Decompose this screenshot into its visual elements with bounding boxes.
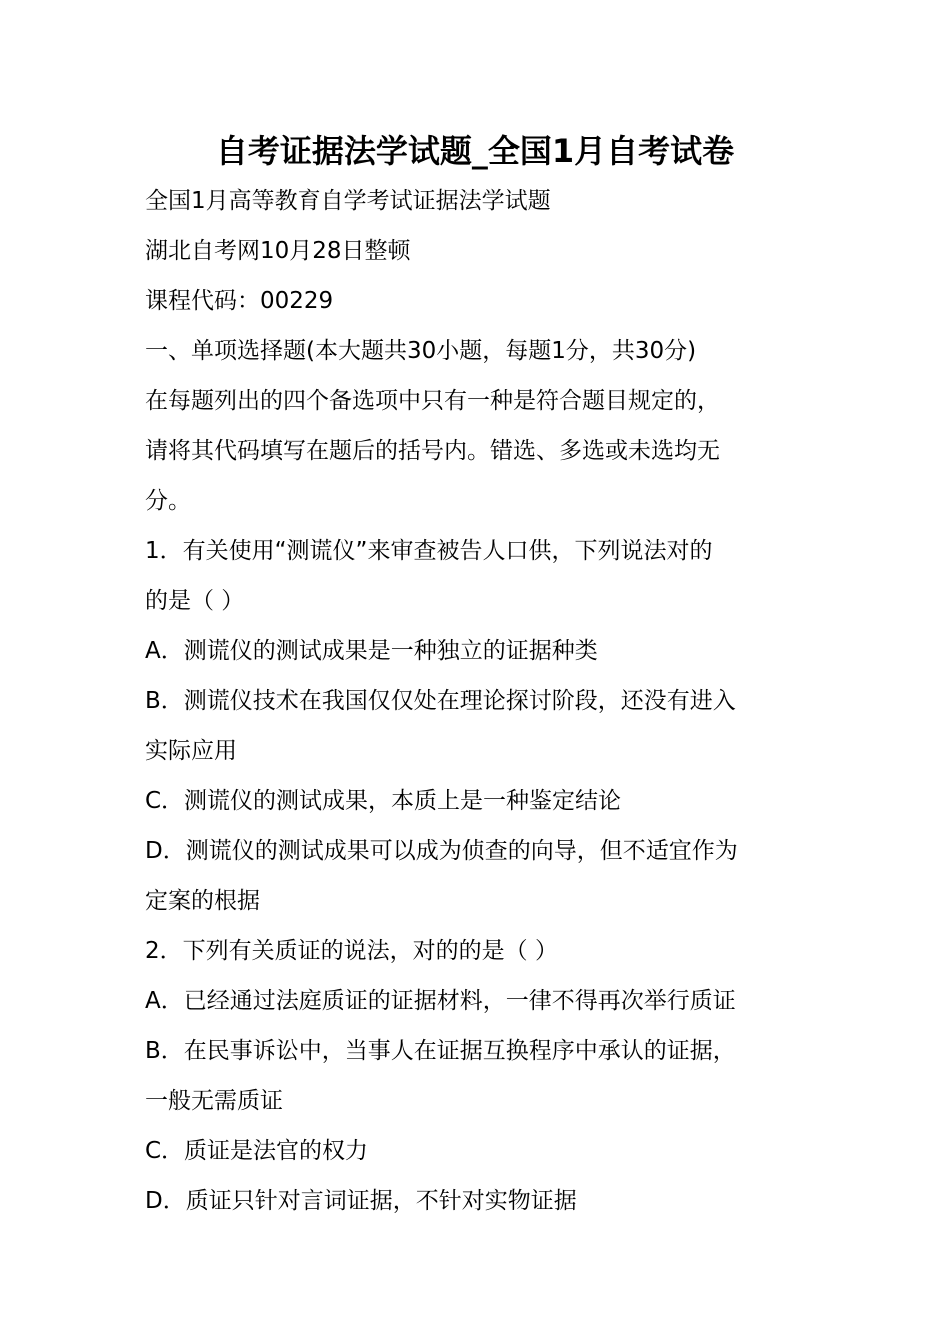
question-2-option-d: D．质证只针对言词证据，不针对实物证据 — [145, 1188, 577, 1214]
exam-heading: 全国1月高等教育自学考试证据法学试题 — [145, 188, 551, 214]
instructions-line: 请将其代码填写在题后的括号内。错选、多选或未选均无 — [145, 438, 720, 464]
question-2-option-c: C．质证是法官的权力 — [145, 1138, 369, 1164]
document-title: 自考证据法学试题_全国1月自考试卷 — [215, 132, 735, 170]
question-2-text: 2．下列有关质证的说法，对的的是（ ） — [145, 938, 558, 964]
question-1-option-d: 定案的根据 — [145, 888, 260, 914]
course-code: 课程代码：00229 — [145, 288, 334, 314]
question-1-option-c: C．测谎仪的测试成果，本质上是一种鉴定结论 — [145, 788, 622, 814]
document-body — [145, 176, 815, 1226]
instructions-line: 在每题列出的四个备选项中只有一种是符合题目规定的， — [145, 388, 720, 414]
question-1-option-b: 实际应用 — [145, 738, 237, 764]
question-1-option-b: B．测谎仪技术在我国仅仅处在理论探讨阶段，还没有进入 — [145, 688, 736, 714]
question-2-option-b: 一般无需质证 — [145, 1088, 283, 1114]
question-1-text: 1．有关使用“测谎仪”来审查被告人口供，下列说法对的 — [145, 538, 713, 564]
section-heading: 一、单项选择题(本大题共30小题，每题1分，共30分) — [145, 338, 697, 364]
question-1-text: 的是（ ） — [145, 588, 245, 614]
source-note: 湖北自考网10月28日整顿 — [145, 238, 411, 264]
question-2-option-b: B．在民事诉讼中，当事人在证据互换程序中承认的证据， — [145, 1038, 736, 1064]
question-1-option-a: A．测谎仪的测试成果是一种独立的证据种类 — [145, 638, 598, 664]
question-2-option-a: A．已经通过法庭质证的证据材料，一律不得再次举行质证 — [145, 988, 736, 1014]
question-1-option-d: D．测谎仪的测试成果可以成为侦查的向导，但不适宜作为 — [145, 838, 738, 864]
instructions-line: 分。 — [145, 488, 191, 514]
